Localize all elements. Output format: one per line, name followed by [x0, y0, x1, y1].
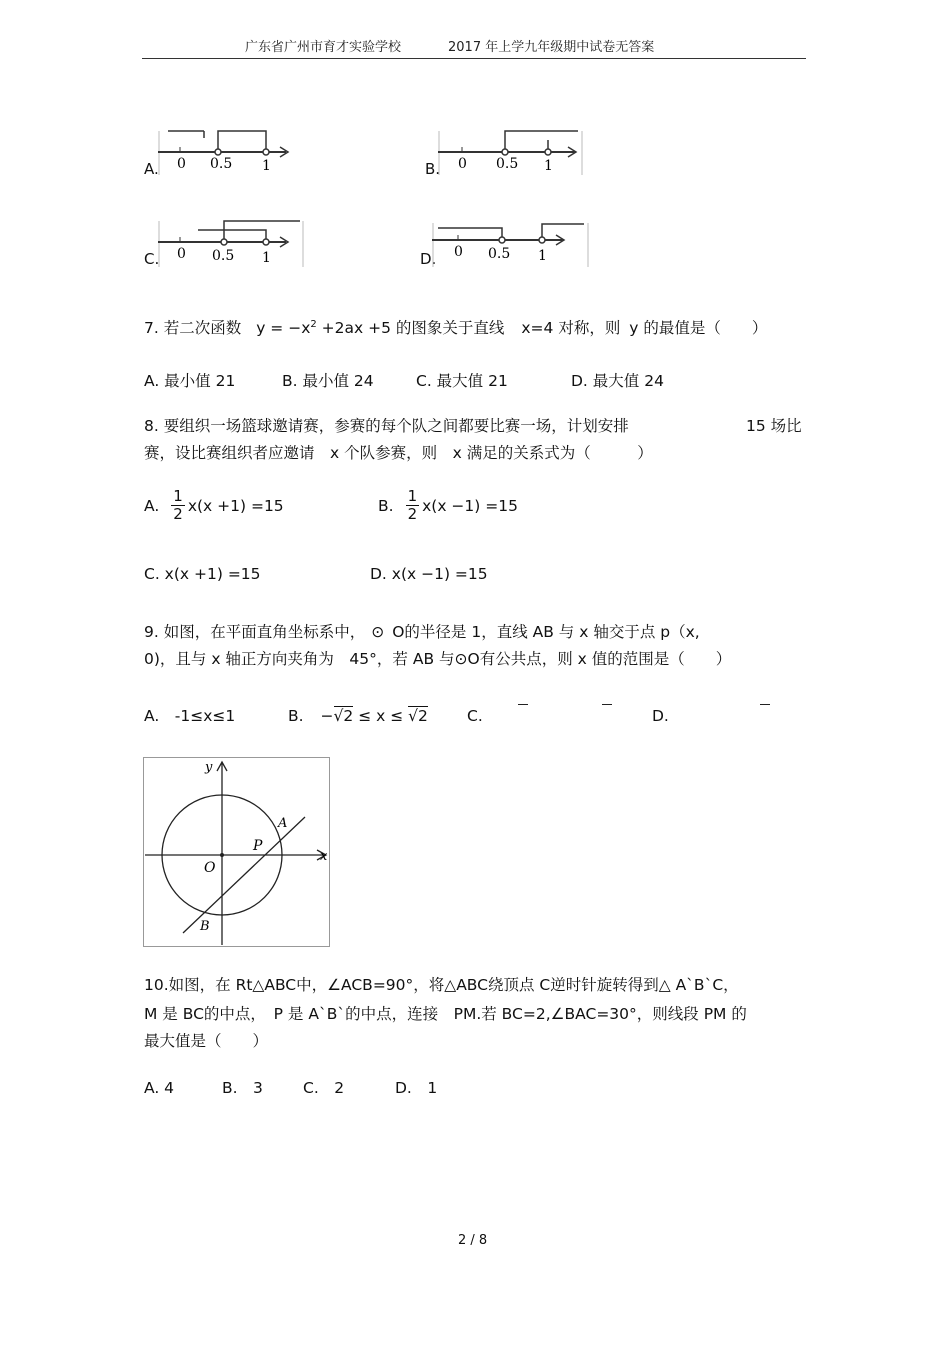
q9-option-a: A. -1≤x≤1 [144, 707, 236, 725]
tick-label-1: 1 [262, 158, 271, 174]
q8-b-fraction [406, 488, 420, 523]
open-point-1 [263, 149, 269, 155]
origin-point [220, 853, 224, 857]
q7-func-rest: +2ax +5 [316, 319, 391, 338]
q10-option-a: A. 4 [144, 1079, 175, 1097]
tick-label-1: 1 [544, 158, 553, 174]
q7-option-d: D. 最大值 24 [571, 372, 664, 390]
label-o: O [204, 860, 216, 876]
q9-b-minus: − [320, 707, 334, 725]
q9-b-rad1: 2 [343, 707, 354, 725]
range-bracket [218, 131, 266, 152]
q6-option-b-label: B. [425, 160, 441, 178]
q6-option-b-numberline [438, 128, 584, 176]
q9-circle-symbol: ⊙ [371, 623, 385, 641]
q8-a-expr: x(x +1) =15 [187, 496, 284, 515]
q7-option-a: A. 最小值 21 [144, 372, 236, 390]
open-point-0.5 [499, 237, 505, 243]
tick-label-0: 0 [458, 156, 467, 172]
q7-option-b: B. 最小值 24 [282, 372, 374, 390]
open-point-0.5 [215, 149, 221, 155]
q7-func-exp: 2 [310, 319, 317, 330]
q8-line2: 赛，设比赛组织者应邀请 x 个队参赛，则 x 满足的关系式为（ ） [144, 444, 653, 462]
tick-label-1: 1 [262, 250, 271, 266]
q9-b-label: B. [288, 707, 304, 725]
q8-b-expr: x(x −1) =15 [422, 496, 518, 515]
open-point-1 [263, 239, 269, 245]
q9-option-c: C. [467, 707, 483, 725]
q9-option-b [288, 706, 428, 726]
range-right [224, 221, 300, 242]
q7-post: 的图象关于直线 [395, 319, 505, 338]
q9-line1 [144, 622, 700, 642]
line-ab [183, 817, 305, 933]
q8-option-a [144, 488, 284, 523]
q9-c-dash [518, 704, 528, 705]
q6-option-d-label: D. [420, 250, 437, 268]
q8-line1-end: 15 场比 [746, 417, 802, 435]
q6-option-c-label: C. [144, 250, 160, 268]
q8-b-den: 2 [407, 505, 418, 523]
tick-label-0: 0 [177, 246, 186, 262]
q9-figure [143, 757, 331, 947]
q8-b-num: 1 [407, 487, 418, 505]
open-point-0.5 [221, 239, 227, 245]
q9-b-sqrt1: √2 [333, 707, 354, 725]
q8-b-label: B. [378, 496, 394, 515]
q9-b-mid: ≤ x ≤ [353, 707, 409, 725]
tick-label-0.5: 0.5 [212, 248, 235, 264]
q10-option-d: D. 1 [395, 1079, 438, 1097]
q6-option-a-label: A. [144, 160, 159, 178]
q8-option-b [378, 488, 518, 523]
q7-line: x=4 [521, 319, 554, 338]
q7-var-y: y [629, 319, 639, 338]
range-right [505, 131, 578, 152]
q8-option-c: C. x(x +1) =15 [144, 565, 261, 583]
tick-label-0.5: 0.5 [496, 156, 519, 172]
q8-a-fraction [171, 488, 185, 523]
q9-option-d: D. [652, 707, 669, 725]
q9-line1a: 9. 如图，在平面直角坐标系中， [144, 623, 366, 641]
tick-label-0.5: 0.5 [210, 156, 233, 172]
q6-option-a-numberline [158, 128, 290, 176]
label-b: B [200, 919, 210, 934]
label-a: A [278, 816, 288, 831]
q6-option-d-numberline [432, 220, 590, 268]
range-left [198, 230, 266, 242]
q9-b-sqrt2: √2 [408, 707, 428, 725]
q7-func-y: y = −x [256, 319, 311, 338]
q7-function [256, 319, 391, 337]
q6-option-c-numberline [158, 218, 304, 268]
label-y: y [205, 760, 213, 775]
q10-line2: M 是 BC的中点， P 是 A`B`的中点，连接 PM.若 BC=2,∠BAC=30°，则线段 PM 的 [144, 1005, 747, 1023]
open-point-1 [539, 237, 545, 243]
q9-line1b: O的半径是 1，直线 AB 与 x 轴交于点 p（x, [392, 623, 700, 641]
q7-number: 7. [144, 319, 159, 338]
header-rule [142, 58, 806, 59]
q7-post3: 的最值是（ ） [643, 319, 768, 338]
q7-option-c: C. 最大值 21 [416, 372, 508, 390]
q8-a-label: A. [144, 496, 160, 515]
q7-post2: 对称，则 [558, 319, 621, 338]
tick-label-1: 1 [538, 248, 547, 264]
header-exam: 2017 年上学九年级期中试卷无答案 [448, 40, 655, 55]
q9-c-dash2 [602, 704, 612, 705]
q10-option-b: B. 3 [222, 1079, 263, 1097]
q10-line3: 最大值是（ ） [144, 1032, 269, 1050]
q8-a-den: 2 [173, 505, 183, 523]
tick-label-0: 0 [177, 156, 186, 172]
open-point-1 [545, 149, 551, 155]
q10-line1: 10.如图，在 Rt△ABC中，∠ACB=90°，将△ABC绕顶点 C逆时针旋转得到△ A`B`C， [144, 976, 739, 994]
tick-label-0.5: 0.5 [488, 246, 511, 262]
q8-option-d: D. x(x −1) =15 [370, 565, 488, 583]
q9-d-dash [760, 704, 770, 705]
q8-line1: 8. 要组织一场篮球邀请赛，参赛的每个队之间都要比赛一场，计划安排 [144, 417, 629, 435]
q9-line2: 0)，且与 x 轴正方向夹角为 45°，若 AB 与⊙O有公共点，则 x 值的范围是（ ） [144, 650, 732, 668]
label-x: x [320, 849, 328, 864]
range-left [438, 228, 502, 240]
q8-a-num: 1 [173, 487, 183, 505]
page-number: 2 / 8 [458, 1233, 488, 1248]
q7-stem [144, 315, 767, 338]
q10-option-c: C. 2 [303, 1079, 345, 1097]
tick-label-0: 0 [454, 244, 463, 260]
q7-pre: 若二次函数 [163, 319, 242, 338]
header-school: 广东省广州市育才实验学校 [245, 40, 402, 55]
range-right [542, 224, 584, 240]
open-point-0.5 [502, 149, 508, 155]
q9-b-rad2: 2 [418, 707, 428, 725]
figure-border [144, 758, 330, 947]
label-p: P [253, 838, 263, 854]
